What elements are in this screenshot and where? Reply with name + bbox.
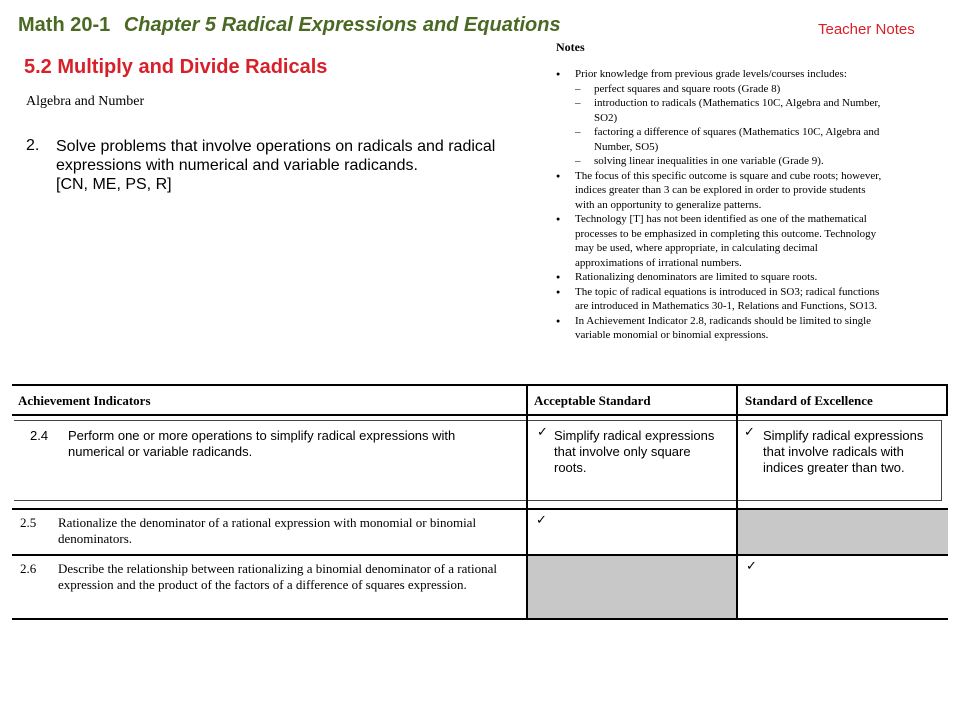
table-border: [12, 508, 948, 510]
indicator-number: 2.4: [30, 428, 49, 443]
table-border: [12, 414, 948, 416]
table-border: [941, 420, 942, 501]
table-border: [12, 554, 948, 556]
notes-item: ● The focus of this specific outcome is square and cube roots; however, indices greater than 3 can be explored in order to provide students with an opportunity to generalize patterns.: [556, 169, 886, 213]
shaded-cell-excellence-2-5: [738, 510, 948, 554]
prior-item: – factoring a difference of squares (Mathematics 10C, Algebra and Number, SO5): [575, 125, 886, 154]
teacher-notes-label: Teacher Notes: [818, 21, 915, 38]
table-border: [14, 500, 942, 501]
prior-knowledge-text: Prior knowledge from previous grade levels/courses includes:: [575, 68, 847, 80]
check-mark-icon: ✓: [746, 559, 757, 574]
shaded-cell-acceptable-2-6: [528, 556, 736, 618]
strand-label: Algebra and Number: [26, 94, 145, 109]
prior-item: – solving linear inequalities in one variable (Grade 9).: [575, 154, 886, 169]
course-name: Math 20-1: [18, 14, 111, 36]
indicator-number: 2.5: [20, 515, 37, 530]
notes-item: ● The topic of radical equations is introduced in SO3; radical functions are introduced in Mathematics 30-1, Relations and Functions, SO13.: [556, 285, 886, 314]
notes-item: ● In Achievement Indicator 2.8, radicands should be limited to single variable monomial or binomial expressions.: [556, 314, 886, 343]
table-border: [526, 384, 528, 620]
indicator-text: Perform one or more operations to simplify radical expressions with numerical or variable radicands.: [68, 428, 456, 459]
table-border: [12, 618, 948, 620]
check-mark-icon: ✓: [744, 425, 755, 440]
check-mark-icon: ✓: [536, 513, 547, 528]
acceptable-text: Simplify radical expressions that involve only square roots.: [554, 428, 715, 475]
indicator-text: Describe the relationship between rationalizing a binomial denominator of a rational expression and the product of the factors of a difference of squares expression.: [58, 561, 497, 592]
table-border: [14, 420, 942, 421]
table-border: [946, 384, 948, 416]
chapter-title: Chapter 5 Radical Expressions and Equations: [123, 14, 561, 36]
outcome-number: 2.: [26, 137, 40, 154]
indicator-text: Rationalize the denominator of a rational expression with monomial or binomial denominators.: [58, 515, 477, 546]
table-border: [736, 384, 738, 620]
header-standard-of-excellence: Standard of Excellence: [745, 393, 873, 408]
notes-item: ● Rationalizing denominators are limited to square roots.: [556, 270, 886, 285]
prior-item: – perfect squares and square roots (Grade 8): [575, 82, 886, 97]
table-border: [12, 384, 948, 386]
header-acceptable-standard: Acceptable Standard: [534, 393, 651, 408]
outcome-text: Solve problems that involve operations on radicals and radical expressions with numerical and variable radicands.: [56, 138, 496, 174]
outcome-processes: [CN, ME, PS, R]: [56, 176, 172, 193]
check-mark-icon: ✓: [537, 425, 548, 440]
notes-heading: Notes: [556, 40, 585, 54]
section-title: 5.2 Multiply and Divide Radicals: [24, 56, 328, 78]
header-achievement-indicators: Achievement Indicators: [18, 393, 151, 408]
excellence-text: Simplify radical expressions that involve radicals with indices greater than two.: [763, 428, 924, 475]
prior-item: – introduction to radicals (Mathematics 10C, Algebra and Number, SO2): [575, 96, 886, 125]
notes-item: ● Technology [T] has not been identified as one of the mathematical processes to be emphasized in completing this outcome. Technology may be used, where appropriate, in calculating decimal approximations of irrational numbers.: [556, 212, 886, 270]
indicator-number: 2.6: [20, 561, 37, 576]
